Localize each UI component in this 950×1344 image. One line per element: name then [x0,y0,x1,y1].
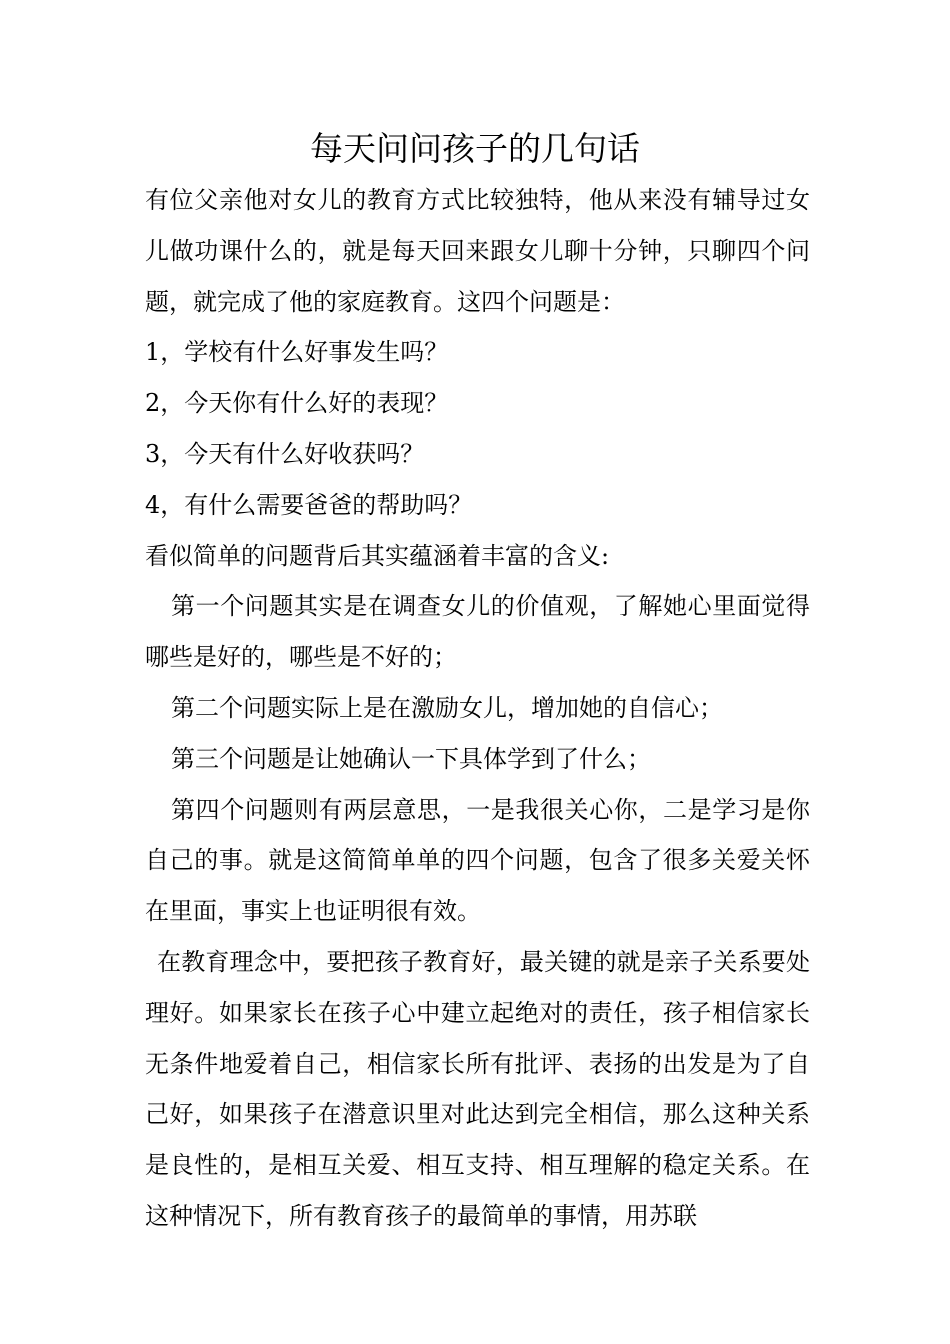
paragraph-second-question: 第二个问题实际上是在激励女儿，增加她的自信心； [171,693,723,722]
paragraph-education-concept: 在教育理念中，要把孩子教育好，最关键的就是亲子关系要处理好。如果家长在孩子心中建立起绝对的责任，孩子相信家长无条件地爱着自己，相信家长所有批评、表扬的出发是为了自己好，如果孩子在潜意识里对此达到完全相信，那么这种关系是良性的，是相互关爱、相互支持、相互理解的稳定关系。在这种情况下，所有教育孩子的最简单的事情，用苏联 [145,947,810,1230]
question-3: 3，今天有什么好收获吗？ [145,439,425,468]
document-body [145,175,810,1242]
paragraph-fourth-question: 第四个问题则有两层意思，一是我很关心你，二是学习是你自己的事。就是这简简单单的四个问题，包含了很多关爱关怀在里面，事实上也证明很有效。 [145,795,810,926]
question-1: 1，学校有什么好事发生吗？ [145,338,449,367]
paragraph-third-question: 第三个问题是让她确认一下具体学到了什么； [171,744,651,773]
document-title: 每天问问孩子的几句话 [310,129,640,168]
question-4: 4，有什么需要爸爸的帮助吗？ [145,490,473,519]
paragraph-first-question: 第一个问题其实是在调查女儿的价值观，了解她心里面觉得哪些是好的，哪些是不好的； [145,592,810,672]
paragraph-meaning-intro: 看似简单的问题背后其实蕴涵着丰富的含义: [145,541,610,570]
question-2: 2，今天你有什么好的表现？ [145,389,449,418]
paragraph-intro: 有位父亲他对女儿的教育方式比较独特，他从来没有辅导过女儿做功课什么的，就是每天回来跟女儿聊十分钟，只聊四个问题，就完成了他的家庭教育。这四个问题是： [145,186,810,316]
